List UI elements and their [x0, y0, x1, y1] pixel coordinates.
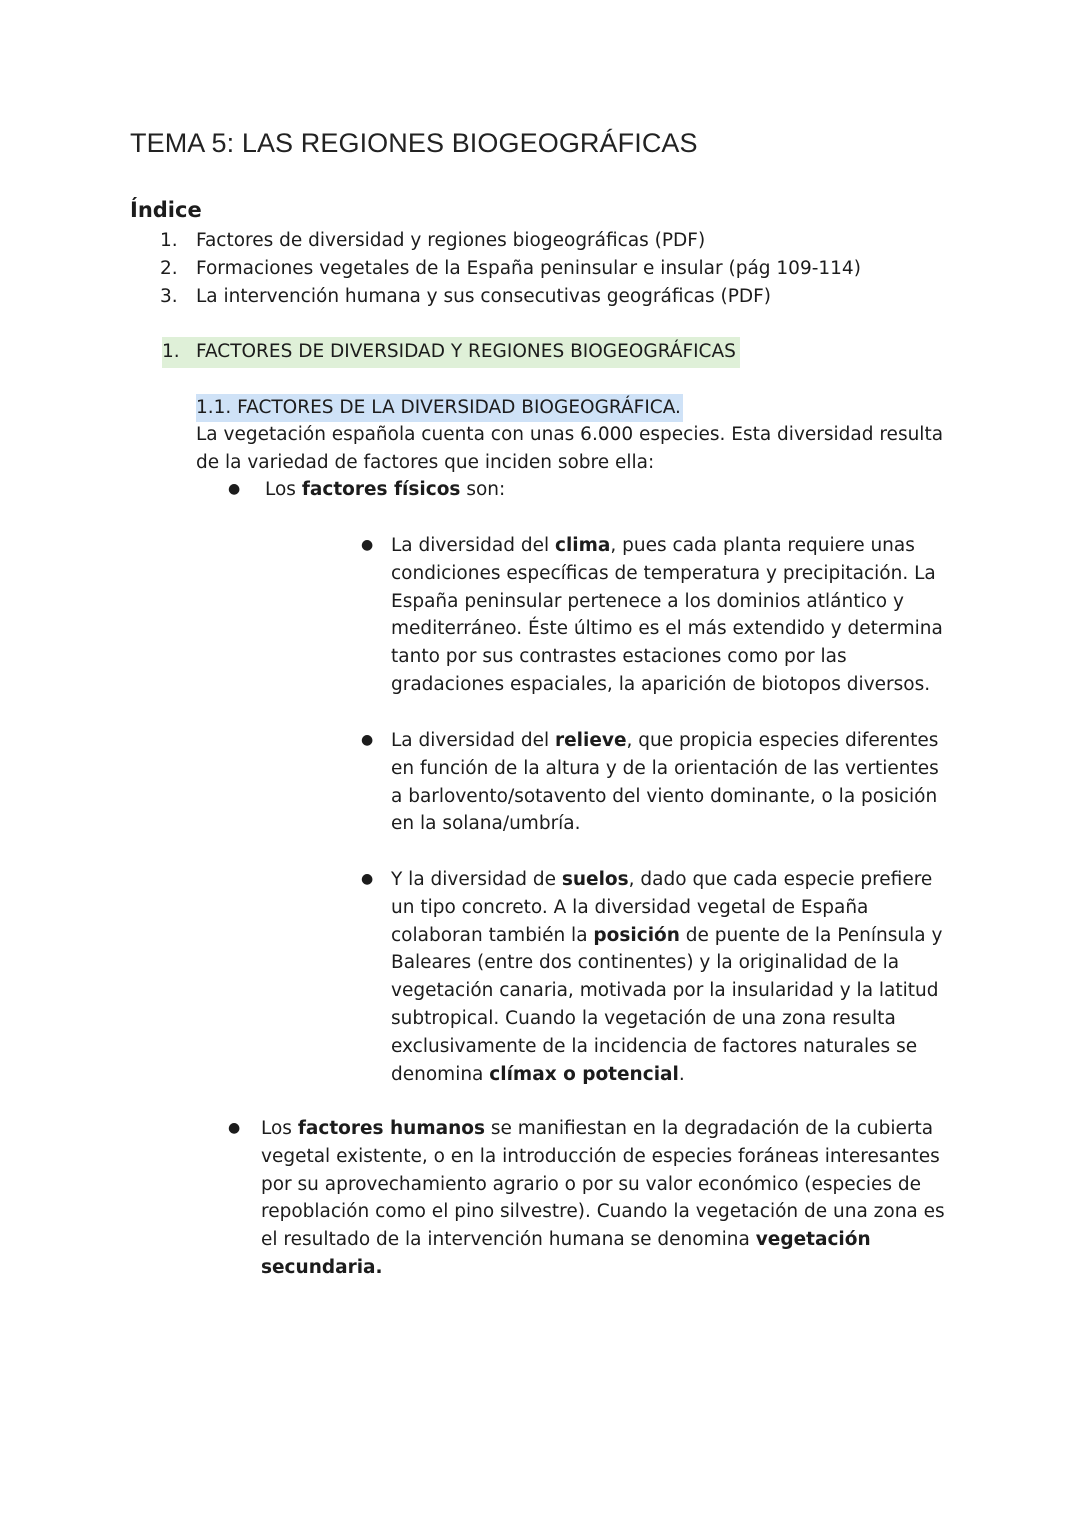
section-title: FACTORES DE DIVERSIDAD Y REGIONES BIOGEOGRÁFICAS	[196, 341, 736, 362]
index-item: Formaciones vegetales de la España peninsular e insular (pág 109-114)	[196, 258, 861, 279]
subsection-heading: 1.1. FACTORES DE LA DIVERSIDAD BIOGEOGRÁFICA.	[196, 394, 683, 422]
bullet-icon: ●	[361, 732, 374, 748]
suelos-paragraph: Y la diversidad de suelos, dado que cada especie prefiere un tipo concreto. A la diversidad vegetal de España colaboran también la posición de puente de la Península y Baleares (entre dos continentes) y la originalidad de la vegetación canaria, motivada por la insularidad y la latitud subtropical. Cuando la vegetación de una zona resulta exclusivamente de la incidencia de factores naturales se denomina clímax o potencial.	[391, 869, 943, 1085]
bullet-icon: ●	[361, 871, 374, 887]
bullet-icon: ●	[361, 537, 374, 553]
human-factors-paragraph: Los factores humanos se manifiestan en la degradación de la cubierta vegetal existente, o en la introducción de especies foráneas interesantes por su aprovechamiento agrario o por su valor económico (especies de repoblación como el pino silvestre). Cuando la vegetación de una zona es el resultado de la intervención humana se denomina vegetación secundaria.	[261, 1118, 945, 1278]
physical-factors-item: Los factores físicos son:	[265, 479, 506, 500]
section-number: 1.	[162, 341, 180, 362]
index-item-number: 3.	[160, 286, 178, 307]
bullet-icon: ●	[228, 1120, 241, 1136]
document-title: TEMA 5: LAS REGIONES BIOGEOGRÁFICAS	[130, 128, 698, 158]
section-heading	[162, 337, 740, 368]
index-item: La intervención humana y sus consecutivas geográficas (PDF)	[196, 286, 771, 307]
index-item-number: 1.	[160, 230, 178, 251]
bullet-icon: ●	[228, 481, 241, 497]
relieve-paragraph: La diversidad del relieve, que propicia especies diferentes en función de la altura y de la orientación de las vertientes a barlovento/sotavento del viento dominante, o la posición en la solana/umbría.	[391, 730, 939, 835]
index-heading: Índice	[130, 198, 202, 222]
intro-paragraph: La vegetación española cuenta con unas 6.000 especies. Esta diversidad resulta de la variedad de factores que inciden sobre ella:	[196, 424, 944, 473]
clima-paragraph: La diversidad del clima, pues cada planta requiere unas condiciones específicas de temperatura y precipitación. La España peninsular pertenece a los dominios atlántico y mediterráneo. Éste último es el más extendido y determina tanto por sus contrastes estaciones como por las gradaciones espaciales, la aparición de biotopos diversos.	[391, 535, 943, 695]
index-item-number: 2.	[160, 258, 178, 279]
index-item: Factores de diversidad y regiones biogeográficas (PDF)	[196, 230, 706, 251]
